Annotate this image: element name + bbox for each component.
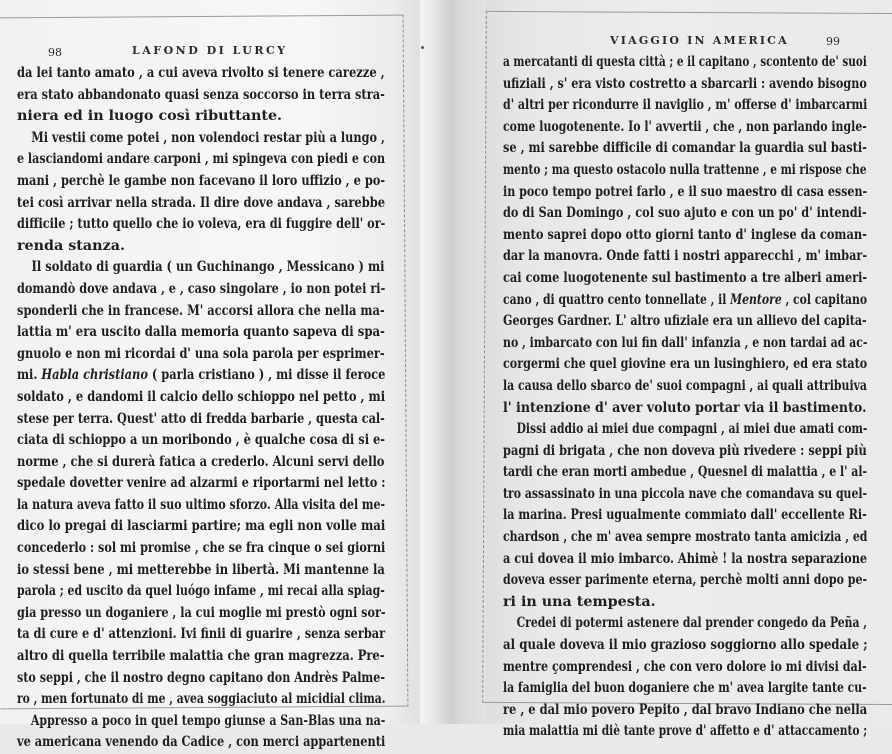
italic-text-run: Habla christiano bbox=[41, 367, 148, 384]
text-line: a mercatanti di questa città ; e il capitano , scontento de' suoi bbox=[503, 54, 867, 70]
left-running-head: LAFOND DI LURCY bbox=[132, 44, 288, 57]
right-page-body bbox=[503, 52, 867, 743]
text-line: no , imbarcato con lui fin dall' infanzia , e non tardai ad ac- bbox=[503, 334, 868, 351]
text-line: da lei tanto amato , a cui aveva rivolto si tenere carezze , bbox=[17, 65, 385, 81]
text-line: mento ; ma questo ostacolo nulla trattenne , e mi rispose che bbox=[503, 161, 867, 178]
text-line: dico lo pregai di lasciarmi partire; ma egli non volle mai bbox=[17, 518, 386, 535]
text-run: cano , di quattro cento tonnellate , il bbox=[503, 291, 731, 308]
text-line: pagni di brigata , che non doveva più rivedere : seppi più bbox=[503, 442, 867, 459]
text-run: mi. bbox=[17, 367, 42, 384]
text-line: tei così arrivar nella strada. Il dire dove andava , sarebbe bbox=[17, 194, 386, 211]
text-line: cai come luogotenente sul bastimento a tre alberi ameri- bbox=[503, 269, 868, 286]
text-line: stese per terra. Quest' atto di fredda barbarie , questa cal- bbox=[17, 410, 385, 427]
text-line: dar la manovra. Onde fatti i nostri apparecchi , m' imbar- bbox=[503, 248, 868, 265]
text-line: niera ed in luogo così ributtante. bbox=[17, 108, 283, 125]
book-gutter bbox=[420, 0, 490, 724]
text-line: ri in una tempesta. bbox=[503, 593, 656, 610]
text-line: Il soldato di guardia ( un Guchinango , Messicano ) mi bbox=[31, 259, 385, 276]
right-running-head: VIAGGIO IN AMERICA bbox=[610, 34, 789, 47]
text-line: ufiziali , s' era visto costretto a sbarcarli : avendo bisogno bbox=[503, 75, 867, 92]
text-run: ( parla cristiano ) , mi disse il feroce bbox=[147, 367, 386, 384]
text-line: domandò dove andava , e , caso singolare , io non potei ri- bbox=[17, 280, 386, 297]
text-line: altro di quella terribile malattia che gran magrezza. Pre- bbox=[17, 648, 385, 665]
text-line: la natura aveva fatto il suo ultimo sforzo. Alla visita del me- bbox=[17, 496, 386, 513]
text-line: la famiglia del buon doganiere che m' avea largite tante cu- bbox=[503, 680, 867, 697]
text-line: norme , che si durerà fatica a crederlo. Alcuni servi dello bbox=[17, 453, 385, 470]
text-run: , col capitano bbox=[781, 291, 868, 308]
text-line: tardi che eran morti ambedue , Quesnel di malattia , e l' al- bbox=[503, 464, 867, 481]
text-line: al quale doveva il mio grazioso soggiorno allo spedale ; bbox=[503, 637, 868, 654]
text-line: tro assassinato in una piccola nave che comandava su quel- bbox=[503, 485, 868, 502]
text-line: ta di cure e d' attenzioni. Ivi finii di guarire , senza serbar bbox=[17, 626, 386, 643]
text-line: la causa dello sbarco de' suoi compagni , ai quali attribuiva bbox=[503, 377, 868, 394]
text-line: ro , men fortunato di me , avea soggiaciuto al micidial clima. bbox=[17, 691, 386, 708]
text-line: Dissi addio ai miei due compagni , ai miei due amati com- bbox=[516, 421, 868, 438]
text-line: sto seppi , che il nostro degno capitano don Andrès Palme- bbox=[17, 669, 385, 686]
text-line: Appresso a poco in quel tempo giunse a San-Blas una na- bbox=[30, 712, 386, 729]
text-line: Credei di potermi astenere dal prender congedo da Peña , bbox=[516, 615, 868, 632]
text-line: io stessi bene , mi metterebbe in libertà. Mi mantenne la bbox=[17, 561, 385, 578]
text-line: doveva esser parimente eterna, perchè molti anni dopo pe- bbox=[503, 572, 868, 589]
text-line: corgermi che quel giovine era un lusinghiero, ed era stato bbox=[503, 356, 868, 373]
text-line: mia malattia mi diè tante prove d' affetto e d' attaccamento ; bbox=[503, 723, 868, 740]
text-line: sponderli che in francese. M' accorsi allora che nella ma- bbox=[17, 302, 385, 319]
text-line: soldato , e dandomi il calcio dello schioppo nel petto , mi bbox=[17, 388, 386, 405]
text-line: mentre çomprendesi , che con vero dolore io mi divisi dal- bbox=[503, 658, 867, 675]
text-line: lattia m' era uscito dalla memoria quanto sapeva di spa- bbox=[17, 324, 385, 341]
text-line bbox=[503, 290, 868, 312]
text-line: era stato abbandonato quasi senza soccorso in terra stra- bbox=[17, 86, 385, 103]
text-line: chardson , che m' avea sempre mostrato tanta amicizia , ed bbox=[503, 529, 868, 546]
text-line: come luogotenente. Io l' avvertii , che , non parlando ingle- bbox=[503, 118, 867, 135]
text-line: l' intenzione d' aver voluto portar via il bastimento. bbox=[503, 399, 867, 416]
left-page-body bbox=[17, 63, 385, 754]
text-line: gnuolo e non mi ricordai d' una sola parola per esprimer- bbox=[17, 345, 385, 362]
text-line: d' altri per ricondurre il naviglio , m' offerse d' imbarcarmi bbox=[503, 97, 868, 114]
right-page-number: 99 bbox=[826, 35, 840, 48]
text-line: concederlo : sol mi promise , che se fra cinque o sei giorni bbox=[17, 540, 386, 557]
text-line: do di San Domingo , col suo ajuto e con un po' d' intendi- bbox=[503, 205, 867, 222]
text-line: se , mi sarebbe difficile di comandar la guardia sul basti- bbox=[503, 140, 867, 157]
text-line: ciata di schioppo a un moribondo , è qualche cosa di si e- bbox=[17, 432, 386, 449]
left-page-number: 98 bbox=[48, 46, 62, 59]
text-line: Mi vestii come potei , non volendoci restar più a lungo , bbox=[31, 129, 385, 146]
text-line: re , e dal mio povero Pepito , dal bravo Indiano che nella bbox=[503, 701, 868, 718]
text-line: spedale dovetter venire ad alzarmi e riportarmi nel letto : bbox=[17, 475, 386, 492]
text-line: Georges Gardner. L' altro ufiziale era un allievo del capita- bbox=[503, 313, 867, 330]
text-line: difficile ; tutto quello che io voleva, era di fuggire dell' or- bbox=[17, 216, 386, 233]
text-line: ve americana venendo da Cadice , con merci appartenenti bbox=[17, 734, 386, 751]
text-line bbox=[17, 365, 386, 387]
text-line: parola ; ed uscito da quel luógo infame , mi recai alla spiag- bbox=[17, 583, 385, 600]
text-line: a cui dovea il mio imbarco. Ahimè ! la nostra separazione bbox=[503, 550, 868, 567]
text-line: mento saprei dopo otto giorni tanto d' inglese da coman- bbox=[503, 226, 867, 243]
text-line: mani , perchè le gambe non facevano il loro uffizio , e po- bbox=[17, 172, 386, 189]
text-line: la marina. Presi ugualmente commiato dall' eccellente Ri- bbox=[503, 507, 867, 524]
italic-text-run: Mentore bbox=[730, 291, 782, 308]
text-line: gia presso un doganiere , la cui moglie mi prestò ogni sor- bbox=[17, 604, 386, 621]
text-line: renda stanza. bbox=[17, 237, 125, 254]
text-line: e lasciandomi andare carponi , mi spingeva con piedi e con bbox=[17, 151, 386, 168]
text-line: in poco tempo potrei farlo , e il suo maestro di casa essen- bbox=[503, 183, 868, 200]
ink-speck bbox=[421, 46, 424, 49]
